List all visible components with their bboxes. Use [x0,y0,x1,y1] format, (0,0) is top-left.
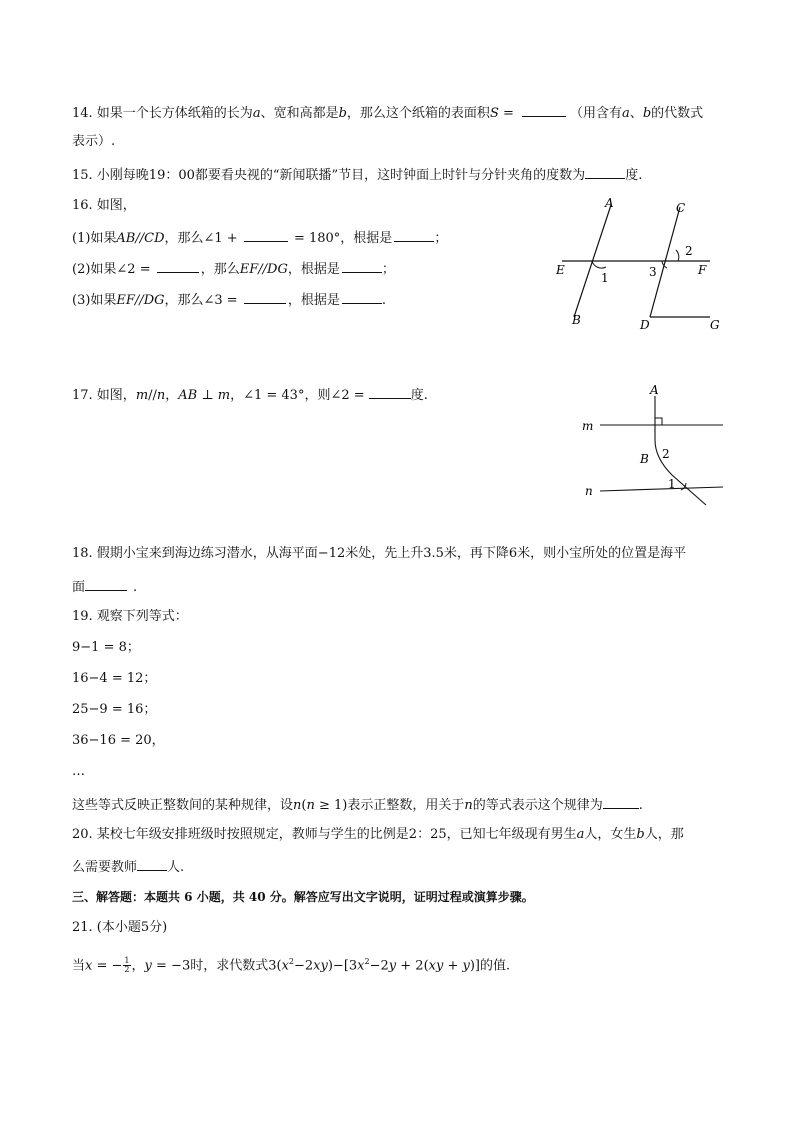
q14-text: 的代数式 [651,106,704,121]
q21-text: )−[3 [327,958,358,974]
q16-part2-blank-angle[interactable] [157,260,199,273]
q16-text: (3)如果 [72,293,117,308]
q14-var-a: a [252,106,261,121]
q16-part3 [72,291,386,309]
fig-label-d: D [640,318,650,332]
q16-text: ，那么∠1 + [164,231,242,246]
fig-label-a: A [650,383,659,397]
q19-conclusion [72,796,643,814]
fig-label-c: C [676,201,686,215]
q19-eq-2: 16−4 = 12； [72,671,157,686]
q16-text: ； [381,262,395,277]
q19-text: n [306,798,315,813]
q21-fraction [123,957,130,974]
q17-text: // [148,388,157,403]
q21-text: x [357,958,365,974]
q21-body [72,952,510,976]
line-cd [650,207,680,317]
q15-line [72,166,642,184]
q17-text: m [135,388,149,403]
q14-line2: 表示）. [72,134,116,149]
q15-text: 度. [625,168,643,183]
q21-comma: ， [131,958,145,974]
q21-text: −2 [369,958,389,974]
q17-text: ⊥ [197,388,218,403]
q21-text: = − [92,958,123,974]
q16-part1-blank-reason[interactable] [394,229,434,242]
q16-part1-blank-angle[interactable] [244,229,288,242]
q21-text: + [443,958,463,974]
fraction-denominator: 2 [124,965,130,975]
q16-text: ，那么∠3 = [164,293,242,308]
fig-label-m: m [582,419,594,433]
q21-text: )]的值. [469,958,511,974]
fig-angle-1: 1 [668,477,676,491]
right-angle-mark [655,418,662,425]
q16-text: ，那么 [200,262,240,277]
q15-answer-blank[interactable] [585,166,625,179]
q17-line [72,386,428,404]
q16-text: (2)如果∠2 = [72,262,155,277]
q16-part2 [72,260,395,278]
q14-line1 [72,104,703,122]
q17-text: n [156,388,166,403]
q17-text: ，∠1 = 43°，则∠2 = [230,388,369,403]
q19-text: ≥ 1)表示正整数，用关于 [314,798,465,813]
q21-text: x [85,958,93,974]
q14-text: = [498,106,519,121]
q21-text: = −3时，求代数式3( [151,958,282,974]
q21-text: −2 [294,958,314,974]
fraction-numerator: 1 [124,956,130,966]
q21-text: y [462,958,470,974]
q21-text: 2 [288,957,294,966]
q16-text: EF//DG [239,262,288,277]
q20-text: a [576,827,585,842]
q19-eq-3: 25−9 = 16； [72,702,157,717]
q21-text: + 2( [396,958,429,974]
q19-ellipsis: … [72,764,85,779]
q16-part3-blank-angle[interactable] [244,291,286,304]
q16-text: (1)如果 [72,231,117,246]
fig-label-g: G [710,318,720,332]
fig-angle-2: 2 [685,244,693,258]
fig-label-f: F [698,263,707,277]
q21-text: x [281,958,289,974]
q18-text: . [133,580,138,595]
q16-text: . [381,293,386,308]
q21-text: 当 [72,958,86,974]
q18-text: 面 [72,580,86,595]
q19-intro: 19. 观察下列等式： [72,609,188,624]
q19-text: ( [301,798,307,813]
q17-answer-blank[interactable] [369,386,411,399]
fig-label-e: E [556,263,565,277]
q17-text: ， [165,388,179,403]
q19-text: . [638,798,643,813]
q15-text: 15. 小刚每晚19：00都要看央视的“新闻联播”节目，这时钟面上时针与分针夹角的度数为 [72,168,586,183]
q16-text: ，根据是 [287,262,340,277]
q16-part3-blank-reason[interactable] [342,291,382,304]
q21-text: xy [313,958,328,974]
q21-text: y [144,958,152,974]
q16-text: ，根据是 [287,293,340,308]
line-n [600,487,723,491]
q16-intro: 16. 如图， [72,198,136,213]
q19-eq-4: 36−16 = 20， [72,733,165,748]
q18-line1: 18. 假期小宝来到海边练习潜水，从海平面−12米处，先上升3.5米，再下降6米，则小宝所处的位置是海平 [72,546,687,561]
q16-text: EF//DG [116,293,165,308]
q20-text: 人，女生 [584,827,637,842]
q17-figure [578,380,728,510]
q19-text: 这些等式反映正整数间的某种规律，设 [72,798,294,813]
q14-var-b: b [338,106,347,121]
q14-text: 、 [629,106,643,121]
q14-var-s: S [489,106,499,121]
q17-text: AB [178,388,198,403]
q20-line1 [72,827,684,843]
q21-text: 2 [364,957,370,966]
q19-answer-blank[interactable] [603,796,639,809]
q14-var-b2: b [642,106,652,121]
q21-text: y [388,958,397,974]
q20-answer-blank[interactable] [137,858,167,871]
section-3-heading: 三、解答题：本题共 6 小题，共 40 分。解答应写出文字说明，证明过程或演算步骤。 [72,890,534,904]
q19-text: n [293,798,302,813]
q21-text: xy [428,958,444,974]
q17-text: 度. [410,388,428,403]
q18-line2 [72,578,137,596]
fig-angle-3: 3 [649,265,657,279]
q17-text: m [217,388,231,403]
q17-text: 17. 如图， [72,388,136,403]
fig-label-b: B [640,452,649,466]
q20-text: 人，那 [644,827,684,842]
fig-label-a: A [605,196,614,210]
q14-var-a2: a [622,106,630,121]
q20-text: 20. 某校七年级安排班级时按照规定，教师与学生的比例是2：25，已知七年级现有男生 [72,827,577,842]
q19-text: n [464,798,473,813]
q14-text: 、宽和高都是 [260,106,339,121]
q20-text: 人. [167,860,185,875]
q21-heading: 21. (本小题5分) [72,920,168,935]
q20-text: 么需要教师 [72,860,138,875]
q18-answer-blank[interactable] [85,578,127,591]
q16-part2-blank-reason[interactable] [342,260,382,273]
q16-text: ； [434,231,448,246]
q20-text: b [636,827,645,842]
q19-eq-1: 9−1 = 8； [72,640,140,655]
q16-part1 [72,229,447,247]
q19-text: 的等式表示这个规律为 [472,798,603,813]
angle-2-arc [676,250,679,261]
q16-text: = 180°，根据是 [289,231,393,246]
fig-angle-1: 1 [601,271,609,285]
q16-text: AB//CD [116,231,165,246]
q14-answer-blank[interactable] [522,104,566,117]
q16-figure [550,195,730,335]
q20-line2 [72,858,184,876]
q14-text: 14. 如果一个长方体纸箱的长为 [72,106,253,121]
q14-text: （用含有 [570,106,623,121]
angle-1-arc [592,261,606,268]
fig-label-n: n [585,484,593,498]
fig-angle-2: 2 [662,447,670,461]
q14-text: ，那么这个纸箱的表面积 [346,106,490,121]
fig-label-b: B [572,313,581,327]
